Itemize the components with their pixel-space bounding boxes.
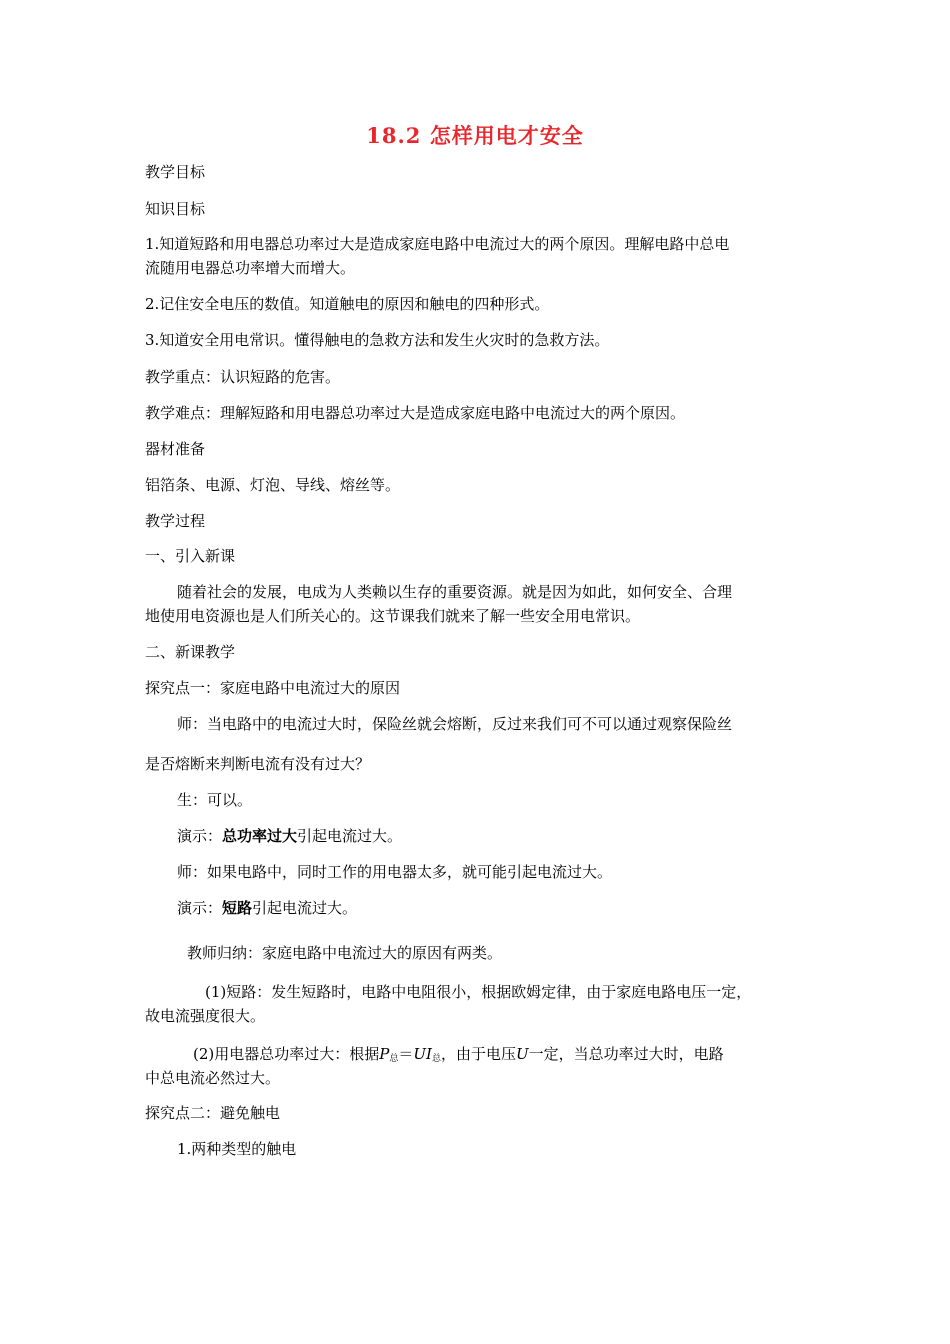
goals-heading: 教学目标 xyxy=(145,163,206,181)
teacher-summary: 教师归纳：家庭电路中电流过大的原因有两类。 xyxy=(187,944,503,962)
shock-types-item: 1.两种类型的触电 xyxy=(177,1140,297,1158)
reason-1-line-1: (1)短路：发生短路时，电路中电阻很小，根据欧姆定律，由于家庭电路电压一定， xyxy=(205,983,752,1001)
explore-1-heading: 探究点一：家庭电路中电流过大的原因 xyxy=(145,679,401,697)
formula-p: P xyxy=(379,1045,390,1063)
demo-2-suffix: 引起电流过大。 xyxy=(252,899,358,917)
difficulty: 教学难点：理解短路和用电器总功率过大是造成家庭电路中电流过大的两个原因。 xyxy=(145,404,686,422)
reason-1-line-2: 故电流强度很大。 xyxy=(145,1007,266,1025)
teacher-explanation: 师：如果电路中，同时工作的用电器太多，就可能引起电流过大。 xyxy=(177,863,613,881)
demo-1-prefix: 演示： xyxy=(177,827,223,845)
teacher-question-line-1: 师：当电路中的电流过大时，保险丝就会熔断，反过来我们可不可以通过观察保险丝 xyxy=(177,715,733,733)
student-answer: 生：可以。 xyxy=(177,791,253,809)
page-title: 18.2 怎样用电才安全 xyxy=(366,123,584,148)
process-heading: 教学过程 xyxy=(145,512,206,530)
reason-2-text-c: 一定，当总功率过大时，电路 xyxy=(528,1045,724,1063)
equipment-heading: 器材准备 xyxy=(145,440,206,458)
intro-line-2: 地使用电资源也是人们所关心的。这节课我们就来了解一些安全用电常识。 xyxy=(145,607,641,625)
demo-1-emphasis: 总功率过大 xyxy=(222,827,298,845)
equipment-list: 铝箔条、电源、灯泡、导线、熔丝等。 xyxy=(145,476,401,494)
reason-2-text-a: (2)用电器总功率过大：根据 xyxy=(193,1045,380,1063)
knowledge-heading: 知识目标 xyxy=(145,200,206,218)
voltage-u: U xyxy=(515,1045,529,1063)
reason-2-text-b: ，由于电压 xyxy=(440,1045,516,1063)
goal-1-line-2: 流随用电器总功率增大而增大。 xyxy=(145,259,356,277)
demo-1-suffix: 引起电流过大。 xyxy=(297,827,403,845)
formula-sub-total-2: 总 xyxy=(431,1054,441,1064)
explore-2-heading: 探究点二：避免触电 xyxy=(145,1104,281,1122)
formula-sub-total-1: 总 xyxy=(389,1054,399,1064)
teacher-question-line-2: 是否熔断来判断电流有没有过大？ xyxy=(145,755,371,773)
formula-ui: UI xyxy=(413,1045,432,1063)
intro-line-1: 随着社会的发展，电成为人类赖以生存的重要资源。就是因为如此，如何安全、合理 xyxy=(177,583,733,601)
key-point: 教学重点：认识短路的危害。 xyxy=(145,368,341,386)
demo-2 xyxy=(177,896,842,920)
demo-2-prefix: 演示： xyxy=(177,899,223,917)
section-2-heading: 二、新课教学 xyxy=(145,643,236,661)
formula-equals: ＝ xyxy=(398,1045,414,1063)
section-1-heading: 一、引入新课 xyxy=(145,547,236,565)
goal-3: 3.知道安全用电常识。懂得触电的急救方法和发生火灾时的急救方法。 xyxy=(145,331,610,349)
demo-1 xyxy=(177,824,842,848)
goal-1-line-1: 1.知道短路和用电器总功率过大是造成家庭电路中电流过大的两个原因。理解电路中总电 xyxy=(145,235,730,253)
demo-2-emphasis: 短路 xyxy=(222,899,253,917)
reason-2-line-2: 中总电流必然过大。 xyxy=(145,1069,281,1087)
goal-2: 2.记住安全电压的数值。知道触电的原因和触电的四种形式。 xyxy=(145,295,550,313)
